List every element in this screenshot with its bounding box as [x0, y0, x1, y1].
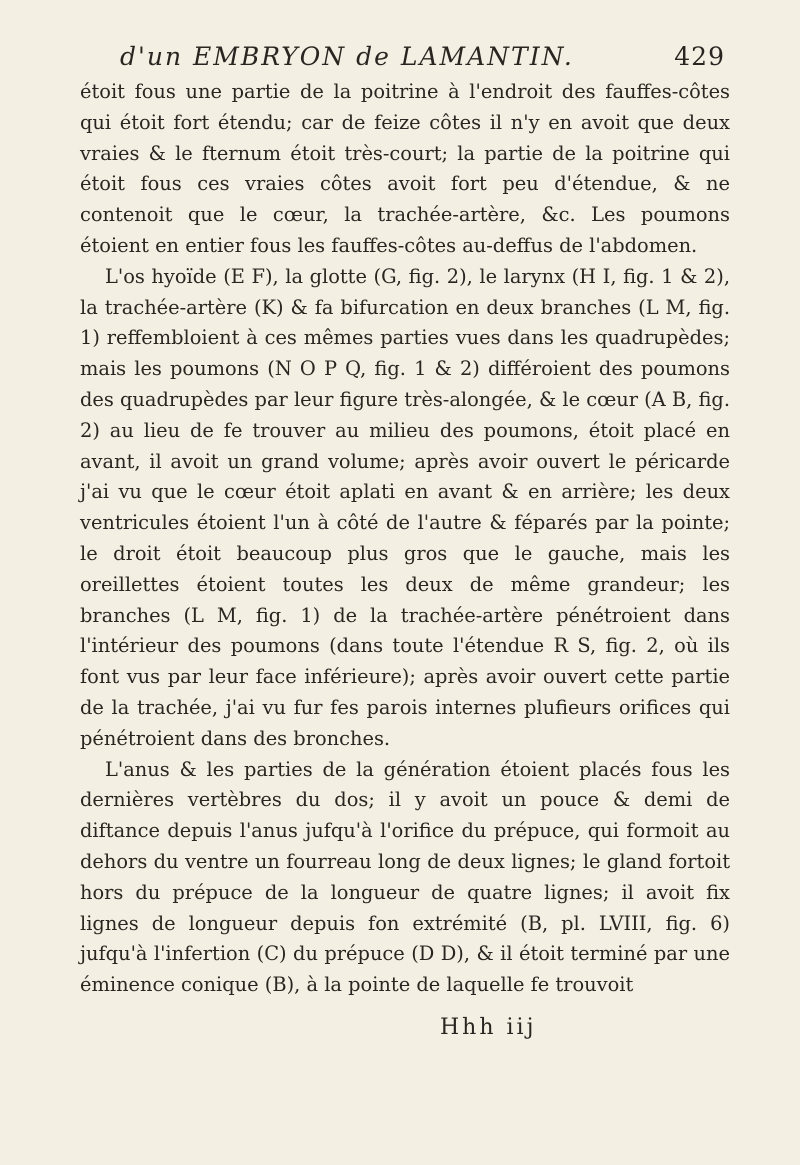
running-title: d'un EMBRYON de LAMANTIN.: [120, 42, 574, 71]
running-header: [120, 42, 725, 71]
paragraph-2: L'os hyoïde (E F), la glotte (G, fig. 2), le larynx (H I, fig. 1 & 2), la trachée-artère (K) & fa bifurcation en deux branches (L M, fig. 1) reffembloient à ces mêmes parties vues dans les quadrupèdes; mais les poumons (N O P Q, fig. 1 & 2) différoient des poumons des quadrupèdes par leur figure très-alongée, & le cœur (A B, fig. 2) au lieu de fe trouver au milieu des poumons, étoit placé en avant, il avoit un grand volume; après avoir ouvert le péricarde j'ai vu que le cœur étoit aplati en avant & en arrière; les deux ventricules étoient l'un à côté de l'autre & féparés par la pointe; le droit étoit beaucoup plus gros que le gauche, mais les oreillettes étoient toutes les deux de même grandeur; les branches (L M, fig. 1) de la trachée-artère pénétroient dans l'intérieur des poumons (dans toute l'étendue R S, fig. 2, où ils font vus par leur face inférieure); après avoir ouvert cette partie de la trachée, j'ai vu fur fes parois internes plufieurs orifices qui pénétroient dans des bronches.: [80, 264, 730, 750]
paragraph-3: L'anus & les parties de la génération étoient placés fous les dernières vertèbres du dos; il y avoit un pouce & demi de diftance depuis l'anus jufqu'à l'orifice du prépuce, qui formoit au dehors du ventre un fourreau long de deux lignes; le gland fortoit hors du prépuce de la longueur de quatre lignes; il avoit fix lignes de longueur depuis fon extrémité (B, pl. LVIII, fig. 6) jufqu'à l'infertion (C) du prépuce (D D), & il étoit terminé par une éminence conique (B), à la pointe de laquelle fe trouvoit: [80, 757, 730, 997]
signature-mark: Hhh iij: [440, 1015, 537, 1040]
paragraph-1: étoit fous une partie de la poitrine à l'endroit des fauffes-côtes qui étoit fort étendu; car de feize côtes il n'y en avoit que deux vraies & le fternum étoit très-court; la partie de la poitrine qui étoit fous ces vraies côtes avoit fort peu d'étendue, & ne contenoit que le cœur, la trachée-artère, &c. Les poumons étoient en entier fous les fauffes-côtes au-deffus de l'abdomen.: [80, 80, 730, 257]
page-body: [80, 77, 730, 1001]
page-number: 429: [674, 42, 725, 71]
book-page: [80, 42, 730, 1001]
